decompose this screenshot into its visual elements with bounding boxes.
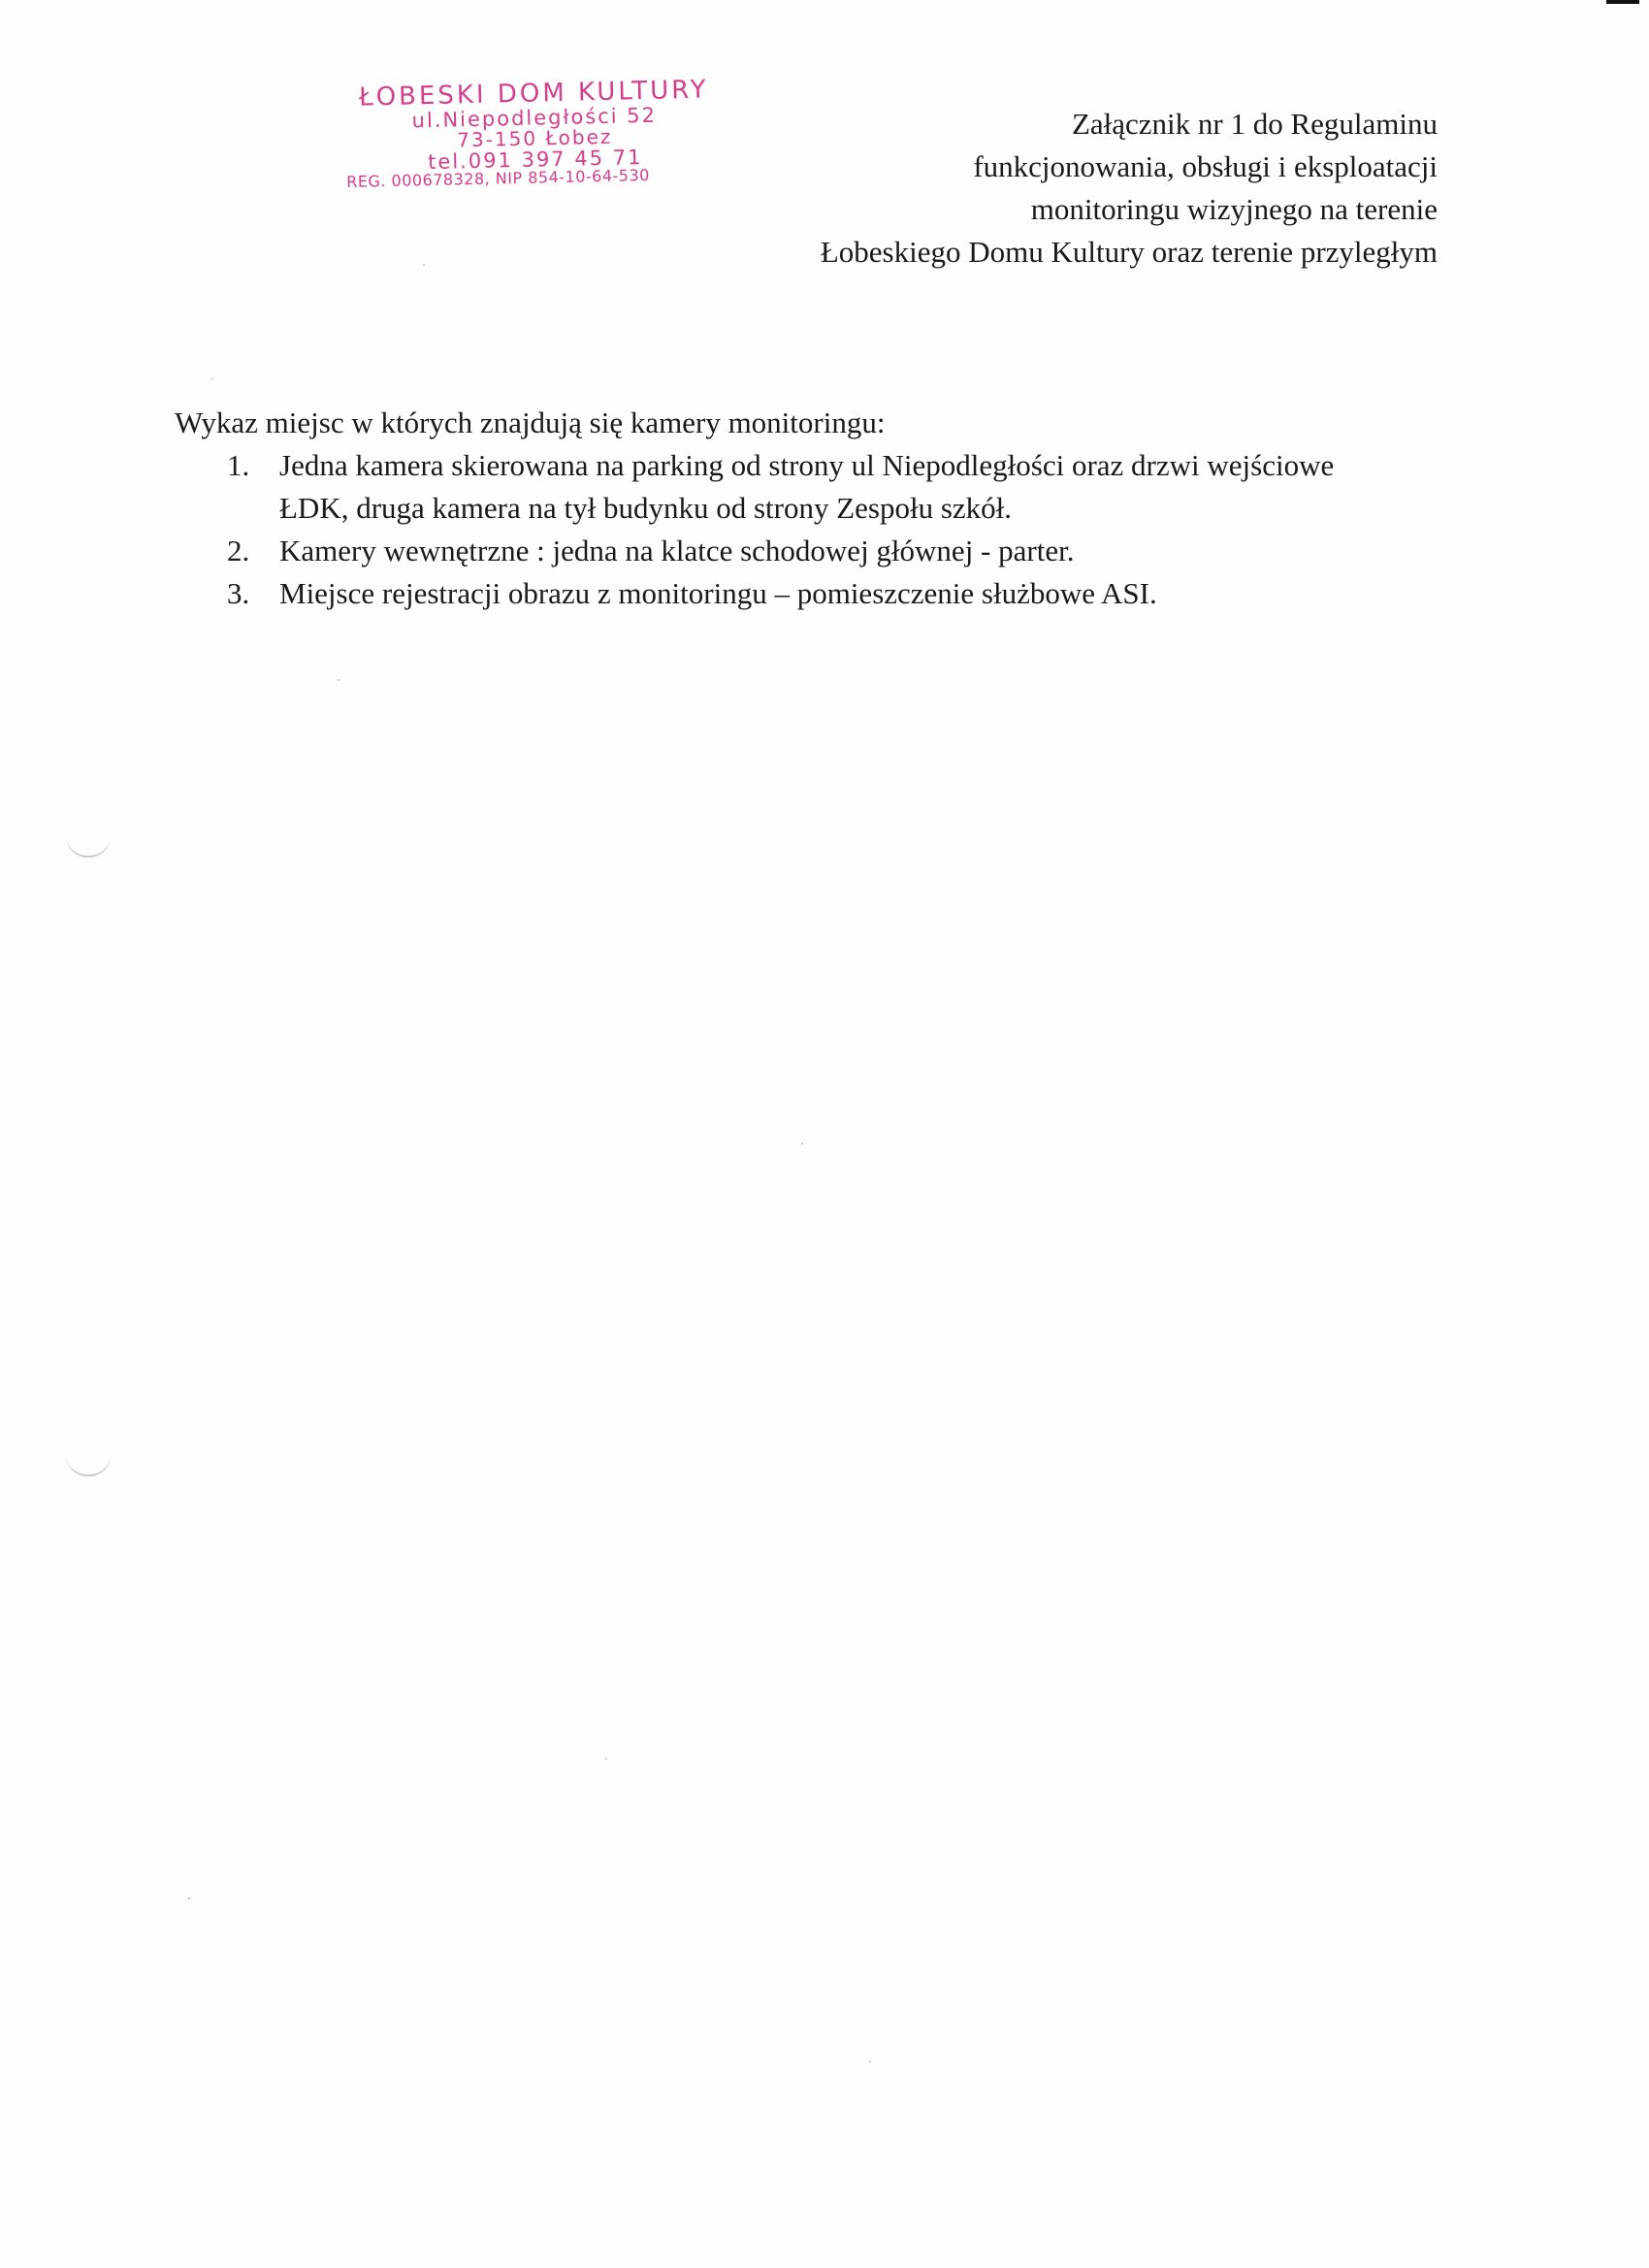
attachment-line: Łobeskiego Domu Kultury oraz terenie przyległym xyxy=(820,235,1438,269)
scan-speck xyxy=(188,1897,190,1899)
attachment-heading xyxy=(821,103,1438,274)
scan-speck xyxy=(211,378,213,380)
list-item-number: 1. xyxy=(227,448,250,482)
list-item-text: ŁDK, druga kamera na tył budynku od strony Zespołu szkół. xyxy=(279,491,1013,525)
list-item-text: Jedna kamera skierowana na parking od strony ul Niepodległości oraz drzwi wejściowe xyxy=(279,448,1335,482)
list-item xyxy=(175,530,1436,572)
attachment-line: funkcjonowania, obsługi i eksploatacji xyxy=(973,149,1438,183)
list-item-text: Kamery wewnętrzne : jedna na klatce schodowej głównej - parter. xyxy=(279,534,1075,567)
list-item-number: 3. xyxy=(227,576,250,610)
scan-speck xyxy=(801,1143,803,1145)
scan-edge-mark xyxy=(1606,0,1639,4)
punch-hole-mark-upper xyxy=(66,836,111,858)
institution-stamp xyxy=(344,77,725,191)
list-item xyxy=(175,444,1436,530)
list-item xyxy=(175,572,1436,615)
attachment-line: Załącznik nr 1 do Regulaminu xyxy=(1071,107,1438,141)
scan-speck xyxy=(869,2060,871,2062)
stamp-registry-numbers: REG. 000678328, NIP 854-10-64-530 xyxy=(346,166,651,192)
attachment-line: monitoringu wizyjnego na terenie xyxy=(1030,192,1438,226)
stamp-institution-name: ŁOBESKI DOM KULTURY xyxy=(358,75,709,113)
camera-locations-list xyxy=(175,444,1436,615)
camera-list-intro: Wykaz miejsc w których znajdują się kamery monitoringu: xyxy=(175,405,886,439)
list-item-number: 2. xyxy=(227,534,250,567)
stamp-postal-city: 73-150 Łobez xyxy=(456,125,613,152)
punch-hole-mark-lower xyxy=(66,1455,111,1476)
list-item-text: Miejsce rejestracji obrazu z monitoringu – pomieszczenie służbowe ASI. xyxy=(279,576,1157,610)
scan-speck xyxy=(605,1758,607,1760)
stamp-phone: tel.091 397 45 71 xyxy=(427,146,643,175)
scan-speck xyxy=(423,264,425,266)
stamp-street-address: ul.Niepodległości 52 xyxy=(411,104,658,133)
scan-speck xyxy=(338,679,340,681)
